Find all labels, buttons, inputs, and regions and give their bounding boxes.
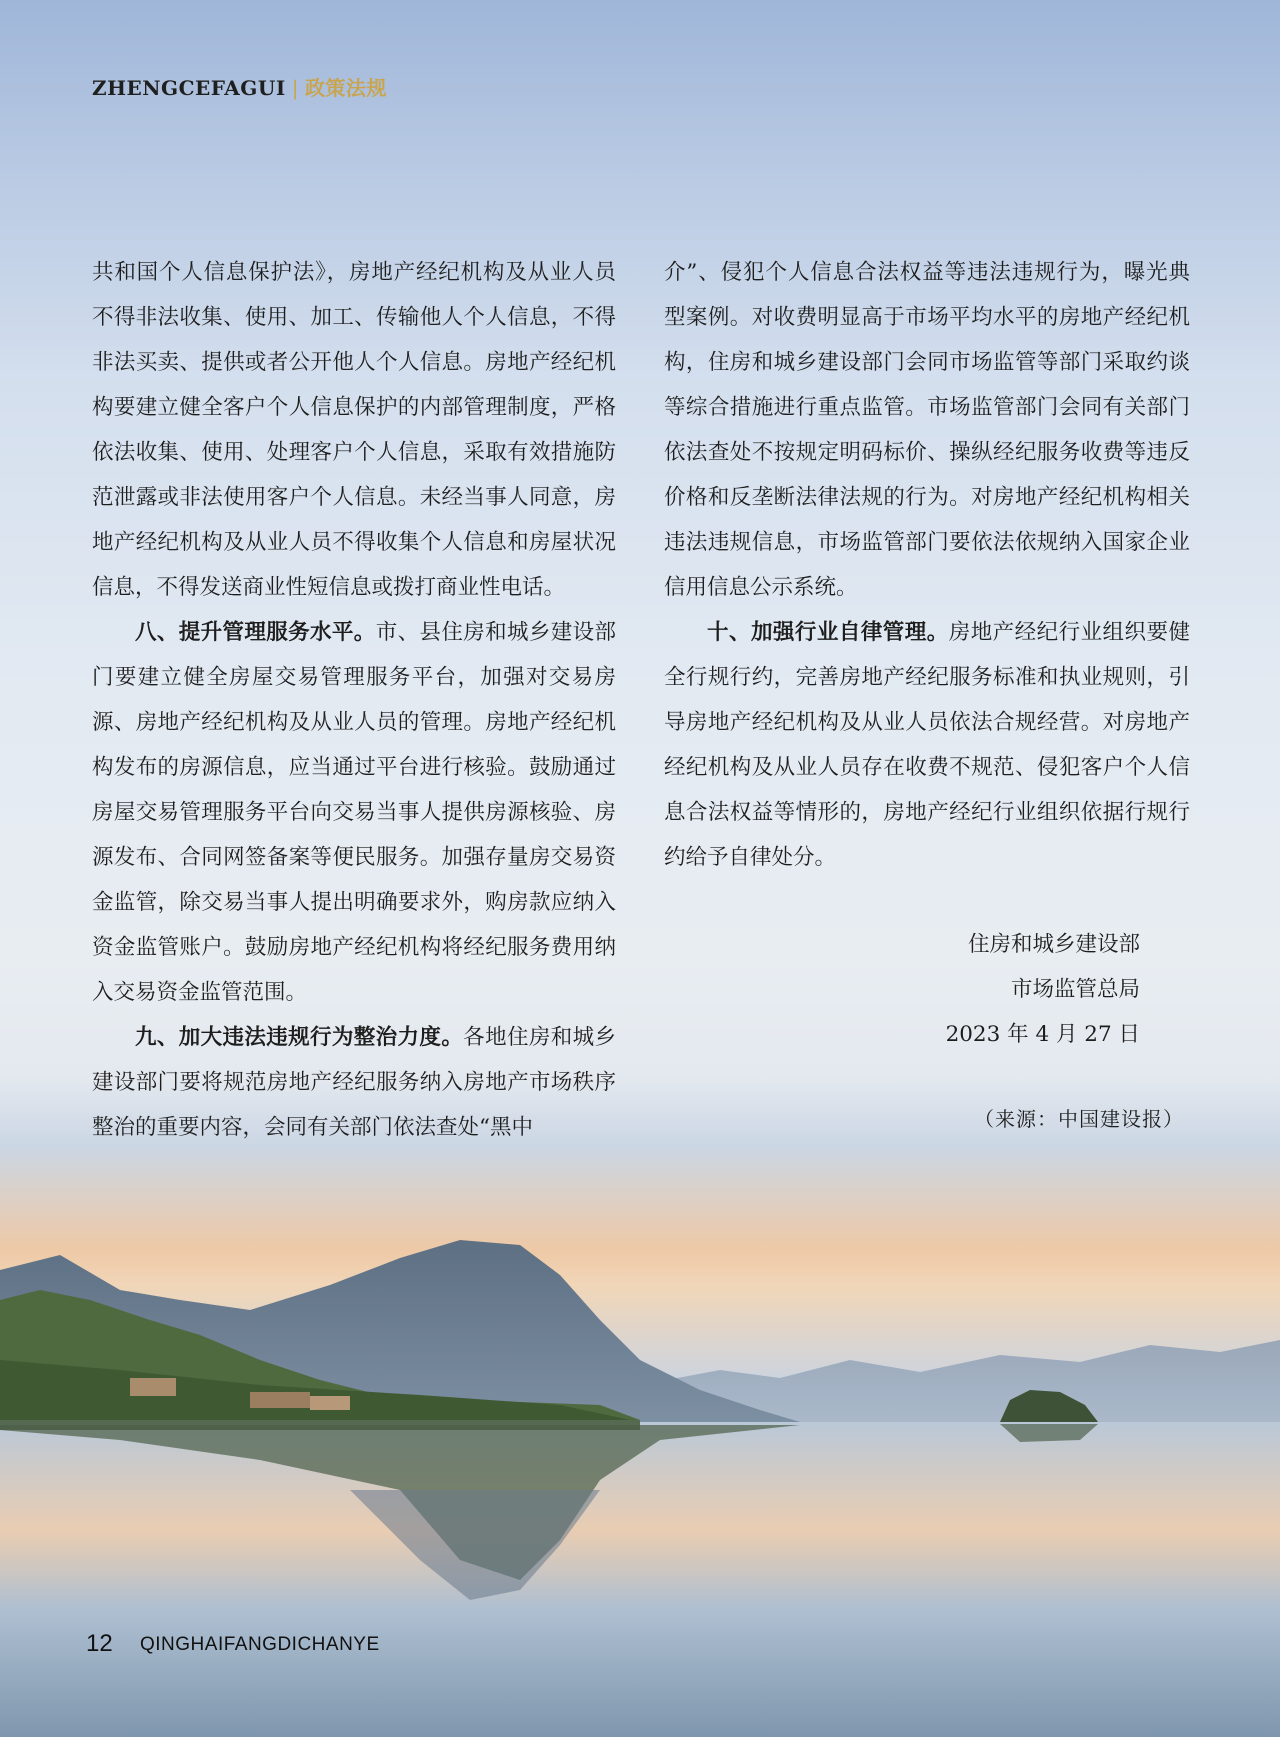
paragraph: 共和国个人信息保护法》，房地产经纪机构及从业人员不得非法收集、使用、加工、传输他人个人信息，不得非法买卖、提供或者公开他人个人信息。房地产经纪机构要建立健全客户个人信息保护的内部管理制度，严格依法收集、使用、处理客户个人信息，采取有效措施防范泄露或非法使用客户个人信息。未经当事人同意，房地产经纪机构及从业人员不得收集个人信息和房屋状况信息，不得发送商业性短信息或拨打商业性电话。 [92,260,616,600]
left-text-column [92,250,616,1150]
paragraph [92,1015,616,1150]
paragraph-body: 各地住房和城乡建设部门要将规范房地产经纪服务纳入房地产市场秩序整治的重要内容，会同有关部门依法查处“黑中 [92,1025,616,1140]
paragraph-body: 市、县住房和城乡建设部门要建立健全房屋交易管理服务平台，加强对交易房源、房地产经纪机构及从业人员的管理。房地产经纪机构发布的房源信息，应当通过平台进行核验。鼓励通过房屋交易管理服务平台向交易当事人提供房源核验、房源发布、合同网签备案等便民服务。加强存量房交易资金监管，除交易当事人提出明确要求外，购房款应纳入资金监管账户。鼓励房地产经纪机构将经纪服务费用纳入交易资金监管范围。 [92,620,616,1005]
signature-block [664,922,1140,1057]
magazine-name: QINGHAIFANGDICHANYE [140,1634,380,1655]
paragraph-heading: 八、提升管理服务水平。 [135,620,376,645]
header-separator: | [291,76,299,100]
section-header [92,72,387,101]
section-title-cn: 政策法规 [304,76,387,100]
paragraph-heading: 十、加强行业自律管理。 [707,620,949,645]
paragraph-body: 房地产经纪行业组织要健全行规行约，完善房地产经纪服务标准和执业规则，引导房地产经纪机构及从业人员依法合规经营。对房地产经纪机构及从业人员存在收费不规范、侵犯客户个人信息合法权益等情形的，房地产经纪行业组织依据行规行约给予自律处分。 [664,620,1190,870]
right-text-column [664,250,1190,880]
paragraph-heading: 九、加大违法违规行为整治力度。 [135,1025,464,1050]
issue-date: 2023 年 4 月 27 日 [945,1022,1140,1047]
section-title-en: ZHENGCEFAGUI [92,76,286,100]
source-note: （来源：中国建设报） [974,1107,1184,1131]
paragraph [664,610,1190,880]
issuing-organization: 市场监管总局 [1010,977,1140,1002]
issuing-organization: 住房和城乡建设部 [967,932,1140,957]
paragraph: 介”、侵犯个人信息合法权益等违法违规行为，曝光典型案例。对收费明显高于市场平均水平的房地产经纪机构，住房和城乡建设部门会同市场监管等部门采取约谈等综合措施进行重点监管。市场监管部门会同有关部门依法查处不按规定明码标价、操纵经纪服务收费等违反价格和反垄断法律法规的行为。对房地产经纪机构相关违法违规信息，市场监管部门要依法依规纳入国家企业信用信息公示系统。 [664,260,1190,600]
page-number: 12 [86,1630,113,1657]
paragraph [92,610,616,1015]
